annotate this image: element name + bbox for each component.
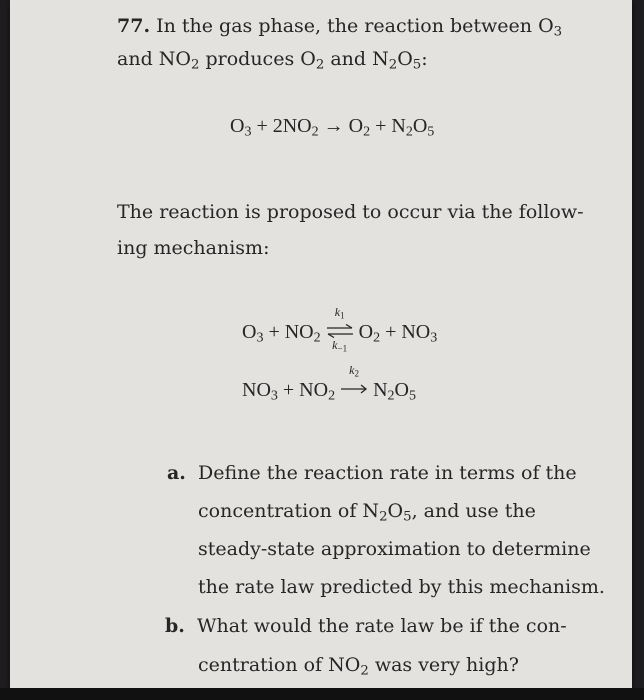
- bottom-shadow-strip: [0, 688, 644, 700]
- problem-intro-line1: 77. In the gas phase, the reaction between $O_3$: [117, 15, 563, 40]
- rate-constant-k2: $k_2$: [349, 363, 359, 379]
- forward-arrow-icon: [339, 382, 369, 396]
- part-b-line1: b. What would the rate law be if the con-: [165, 615, 567, 637]
- equilibrium-arrow-icon: [325, 324, 355, 338]
- mechanism-step-1: $O_3 + NO_2$ $k_1$ $k_{-1}$ $O_2 + NO_3$: [242, 305, 438, 354]
- forward-arrow: [339, 363, 369, 399]
- part-a-line1: a. Define the reaction rate in terms of the: [167, 462, 577, 484]
- problem-intro-line2: and $NO_2$ produces $O_2$ and $N_2O_5$:: [117, 48, 428, 73]
- part-a-line4: the rate law predicted by this mechanism.: [198, 576, 605, 598]
- part-b-line2: centration of $NO_2$ was very high?: [198, 654, 519, 679]
- mechanism-intro-line1: The reaction is proposed to occur via the follow-: [117, 201, 584, 223]
- part-b-label: b.: [165, 615, 185, 637]
- rate-constant-k1: $k_1$: [334, 305, 345, 321]
- part-a-line2: concentration of $N_2O_5$, and use the: [198, 500, 536, 525]
- mechanism-step-2: $NO_3 + NO_2$ $k_2$ $N_2O_5$: [242, 363, 416, 404]
- overall-reaction-equation: $O_3 + 2NO_2 \to O_2 + N_2O_5$: [230, 115, 435, 140]
- mechanism-intro-line2: ing mechanism:: [117, 237, 270, 259]
- equilibrium-arrow: [325, 305, 355, 354]
- part-a-line3: steady-state approximation to determine: [198, 538, 591, 560]
- part-a-label: a.: [167, 462, 186, 484]
- rate-constant-k-minus-1: $k_{-1}$: [332, 338, 348, 354]
- textbook-page: [10, 0, 632, 690]
- problem-number: 77.: [117, 15, 151, 37]
